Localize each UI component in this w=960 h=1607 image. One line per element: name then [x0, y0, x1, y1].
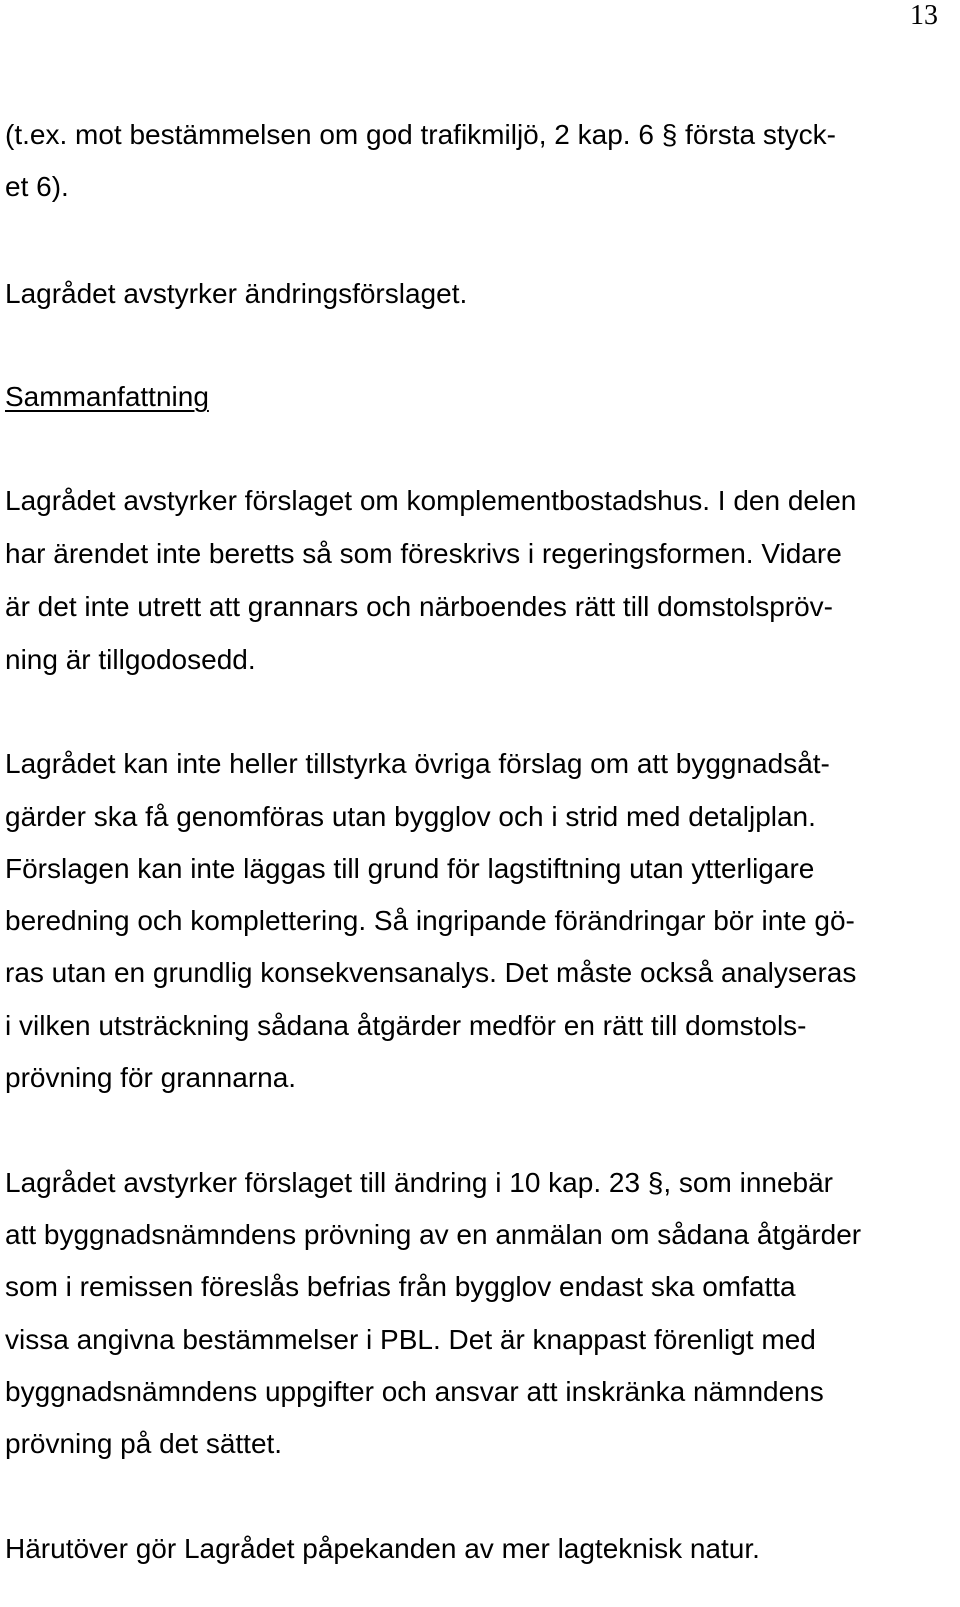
text-line: et 6). — [5, 171, 69, 202]
text-line: byggnadsnämndens uppgifter och ansvar att inskränka nämndens — [5, 1376, 824, 1407]
text-line: gärder ska få genomföras utan bygglov och i strid med detaljplan. — [5, 801, 816, 832]
text-line: Lagrådet avstyrker förslaget till ändring i 10 kap. 23 §, som innebär — [5, 1167, 834, 1198]
text-line: prövning på det sättet. — [5, 1428, 283, 1459]
text-line: beredning och komplettering. Så ingripande förändringar bör inte gö- — [5, 905, 855, 936]
text-line: ning är tillgodosedd. — [5, 644, 256, 675]
text-line: att byggnadsnämndens prövning av en anmälan om sådana åtgärder — [5, 1219, 862, 1250]
text-line: är det inte utrett att grannars och närboendes rätt till domstolspröv- — [5, 591, 833, 622]
text-line: Lagrådet avstyrker förslaget om komplementbostadshus. I den delen — [5, 485, 857, 516]
text-line: ras utan en grundlig konsekvensanalys. Det måste också analyseras — [5, 957, 857, 988]
section-heading: Sammanfattning — [5, 381, 209, 412]
text-line: Härutöver gör Lagrådet påpekanden av mer lagteknisk natur. — [5, 1533, 760, 1564]
page-number: 13 — [910, 0, 938, 31]
text-line: Lagrådet avstyrker ändringsförslaget. — [5, 278, 468, 309]
text-line: Förslagen kan inte läggas till grund för lagstiftning utan ytterligare — [5, 853, 815, 884]
text-line: prövning för grannarna. — [5, 1062, 297, 1093]
text-line: (t.ex. mot bestämmelsen om god trafikmiljö, 2 kap. 6 § första styck- — [5, 119, 836, 150]
text-line: har ärendet inte beretts så som föreskrivs i regeringsformen. Vidare — [5, 538, 842, 569]
text-line: i vilken utsträckning sådana åtgärder medför en rätt till domstols- — [5, 1010, 807, 1041]
text-line: vissa angivna bestämmelser i PBL. Det är knappast förenligt med — [5, 1324, 816, 1355]
text-line: Lagrådet kan inte heller tillstyrka övriga förslag om att byggnadsåt- — [5, 748, 830, 779]
text-line: som i remissen föreslås befrias från bygglov endast ska omfatta — [5, 1271, 796, 1302]
